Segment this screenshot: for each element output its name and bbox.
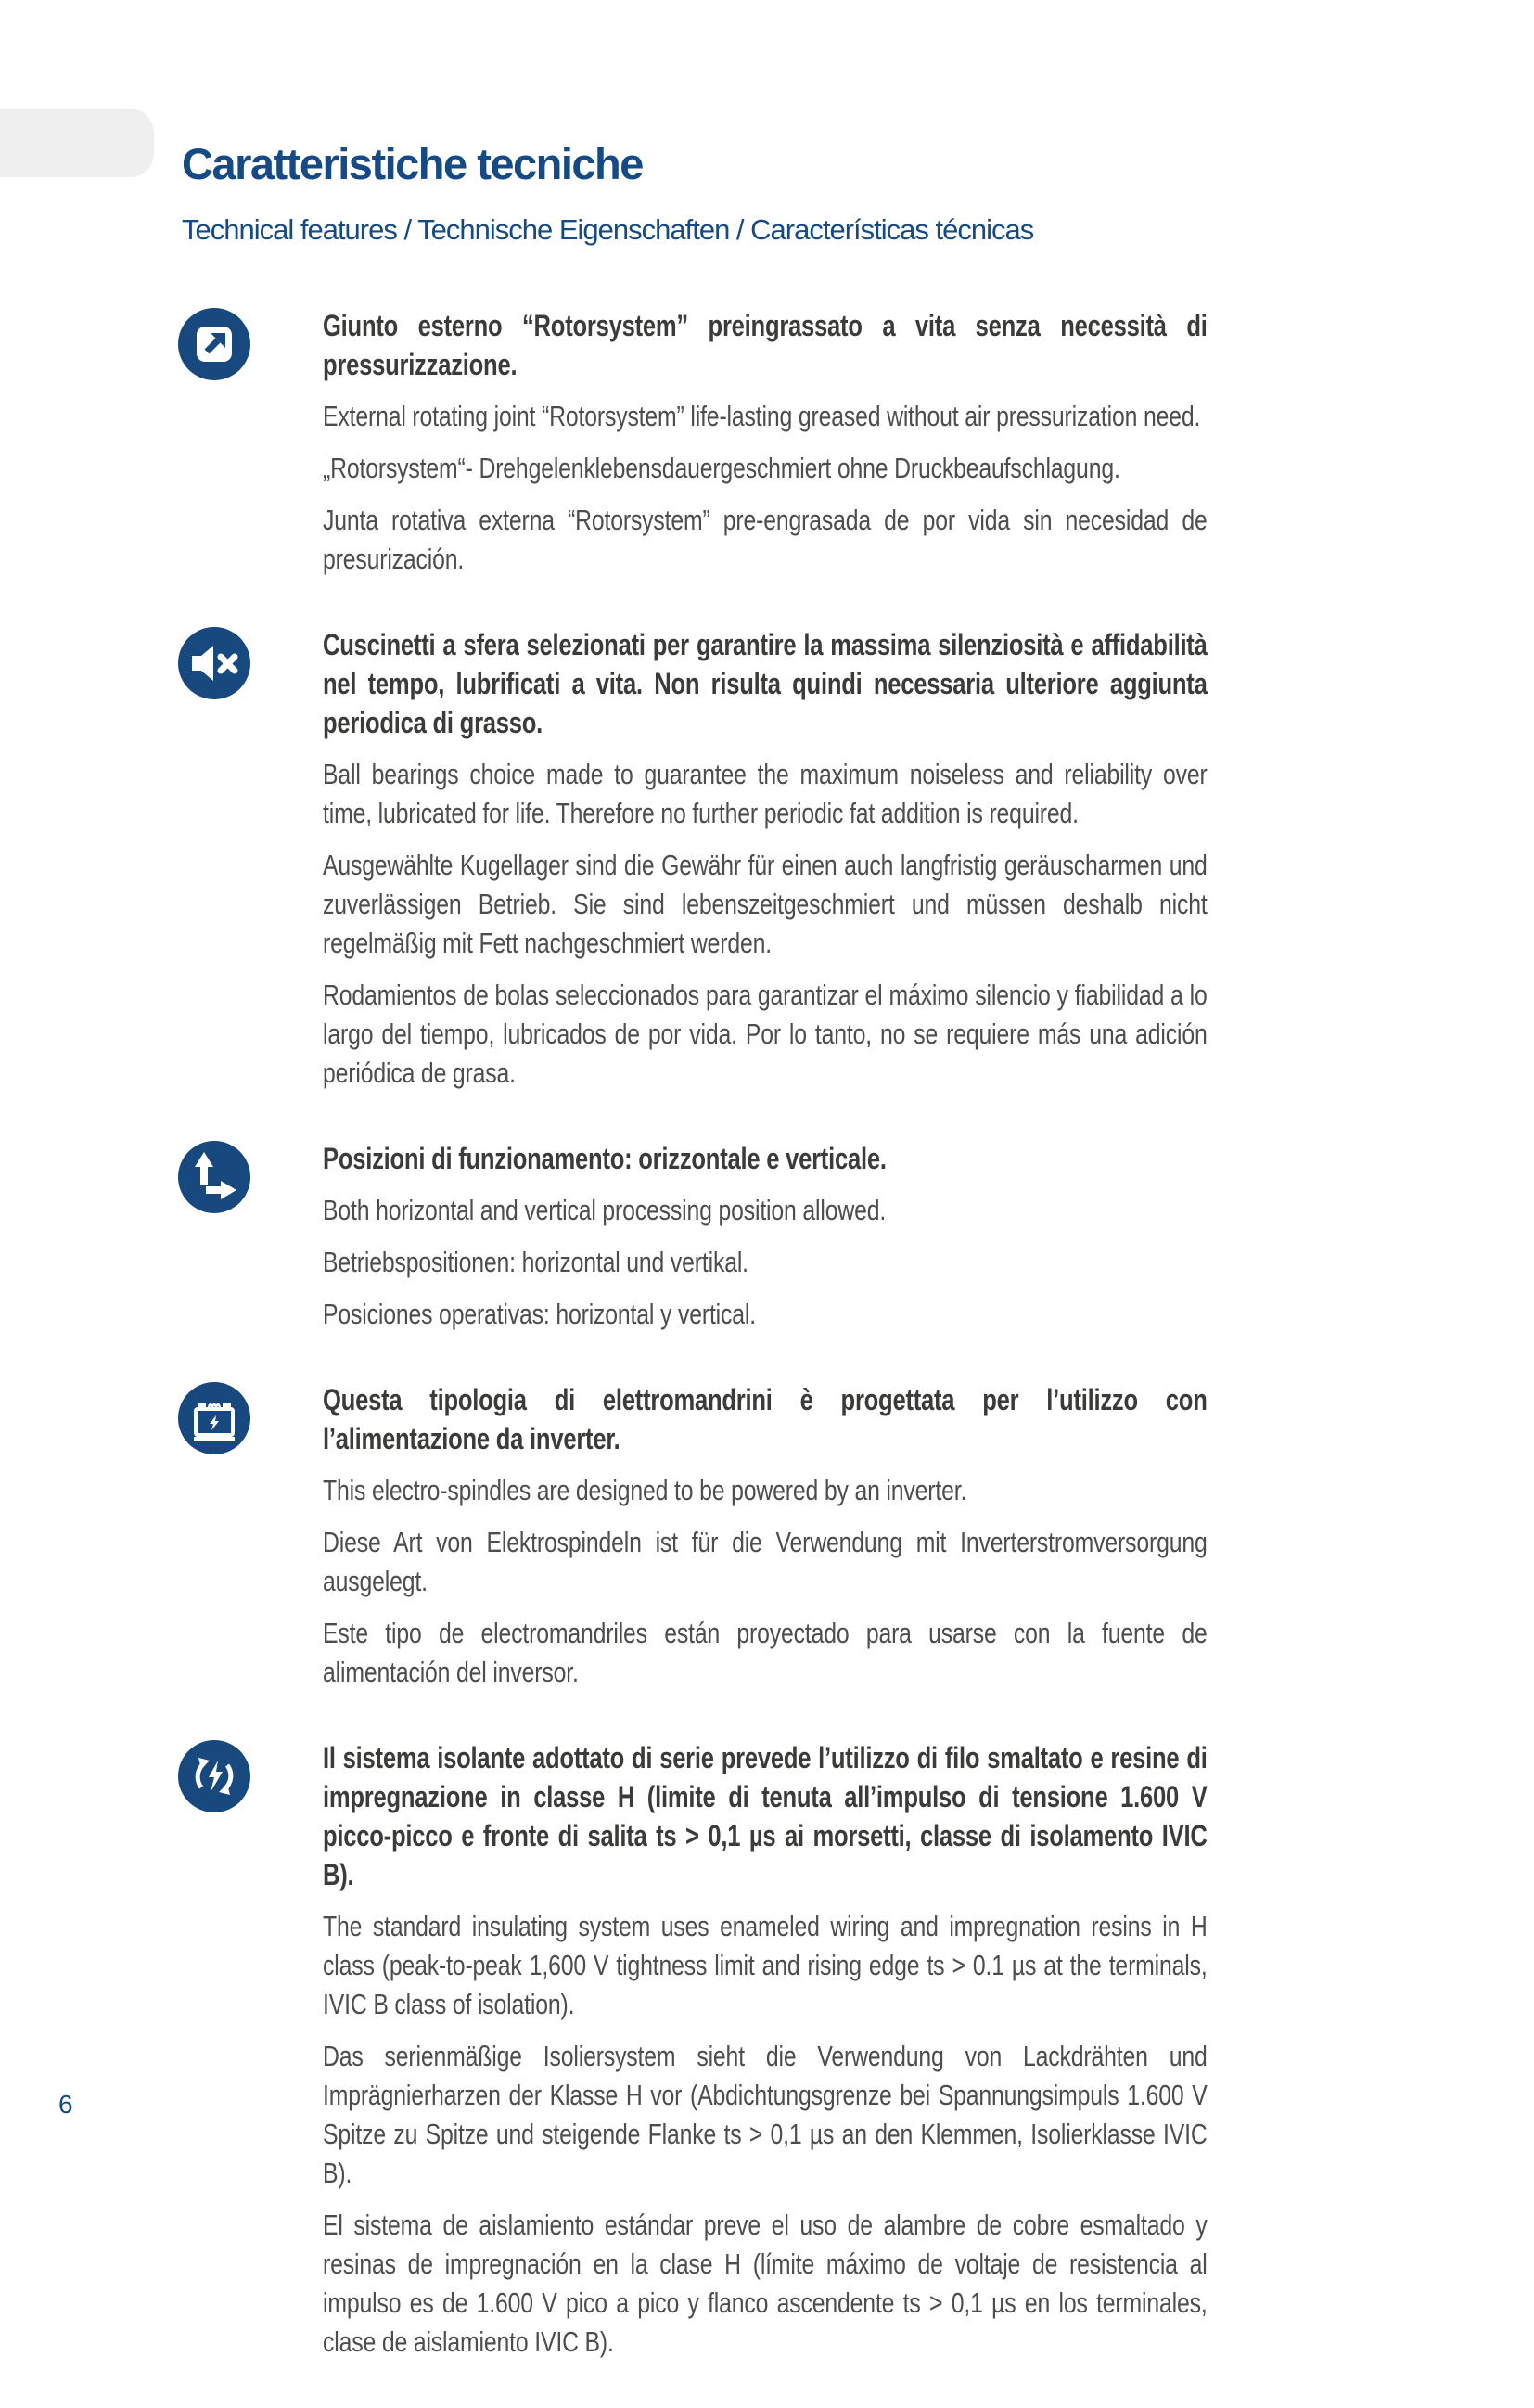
section-text (323, 1139, 1208, 1334)
section-heading-it: Giunto esterno “Rotorsystem” preingrassato a vita senza necessità di pressurizzazione. (323, 309, 1208, 381)
section-heading-it: Questa tipologia di elettromandrini è progettata per l’utilizzo con l’alimentazione da inverter. (323, 1383, 1208, 1455)
section-text (323, 1738, 1208, 2362)
paragraph-en: External rotating joint “Rotorsystem” life-lasting greased without air pressurization need. (323, 400, 1201, 432)
mute-speaker-icon (178, 627, 250, 699)
page-subtitle: Technical features / Technische Eigenschaften / Características técnicas (182, 212, 1034, 246)
paragraph-de: Diese Art von Elektrospindeln ist für die Verwendung mit Inverterstromversorgung ausgelegt. (323, 1526, 1208, 1597)
paragraph-en: The standard insulating system uses enameled wiring and impregnation resins in H class (peak-to-peak 1,600 V tightness limit and rising edge ts > 0.1 µs at the terminals, IVIC B class of isolation). (323, 1910, 1208, 2020)
orientation-arrows-icon (178, 1141, 250, 1213)
paragraph-en: Ball bearings choice made to guarantee the maximum noiseless and reliability over time, lubricated for life. Therefore no further periodic fat addition is required. (323, 758, 1208, 829)
section-rotorsystem-joint (178, 306, 1254, 579)
section-insulating-system (178, 1738, 1254, 2362)
section-inverter-supply (178, 1380, 1254, 1692)
section-text (323, 625, 1208, 1093)
paragraph-de: Das serienmäßige Isoliersystem sieht die Verwendung von Lackdrähten und Imprägnierharzen der Klasse H vor (Abdichtungsgrenze bei Spannungsimpuls 1.600 V Spitze zu Spitze und steigende Flanke ts > 0,1 µs an den Klemmen, Isolierklasse IVIC B). (323, 2040, 1208, 2189)
corner-tab (0, 109, 154, 177)
paragraph-es: Rodamientos de bolas seleccionados para garantizar el máximo silencio y fiabilidad a lo largo del tiempo, lubricados de por vida. Por lo tanto, no se requiere más una adición periódica de grasa. (323, 979, 1208, 1089)
section-text (323, 306, 1208, 579)
paragraph-de: Betriebspositionen: horizontal und vertikal. (323, 1246, 748, 1278)
paragraph-es: Junta rotativa externa “Rotorsystem” pre-engrasada de por vida sin necesidad de presurización. (323, 504, 1208, 575)
page-title: Caratteristiche tecniche (182, 139, 643, 189)
paragraph-de: „Rotorsystem“- Drehgelenklebensdauergeschmiert ohne Druckbeaufschlagung. (323, 452, 1120, 484)
section-heading-it: Cuscinetti a sfera selezionati per garantire la massima silenziosità e affidabilità nel tempo, lubrificati a vita. Non risulta quindi necessaria ulteriore aggiunta periodica di grasso. (323, 628, 1208, 739)
paragraph-es: El sistema de aislamiento estándar preve el uso de alambre de cobre esmaltado y resinas de impregnación en la clase H (límite máximo de voltaje de resistencia al impulso es de 1.600 V pico a pico y flanco ascendente ts > 0,1 µs en los terminales, clase de aislamiento IVIC B). (323, 2209, 1208, 2358)
paragraph-es: Posiciones operativas: horizontal y vertical. (323, 1298, 756, 1330)
section-heading-it: Posizioni di funzionamento: orizzontale e verticale. (323, 1142, 887, 1175)
arrow-up-right-icon (178, 308, 250, 380)
page-number: 6 (58, 2090, 73, 2119)
battery-inverter-icon (178, 1382, 250, 1454)
section-operating-positions (178, 1139, 1254, 1334)
power-cycle-bolt-icon (178, 1740, 250, 1812)
sections-container (178, 306, 1254, 2408)
section-ball-bearings (178, 625, 1254, 1093)
paragraph-de: Ausgewählte Kugellager sind die Gewähr für einen auch langfristig geräuscharmen und zuverlässigen Betrieb. Sie sind lebenszeitgeschmiert und müssen deshalb nicht regelmäßig mit Fett nachgeschmiert werden. (323, 849, 1208, 959)
section-heading-it: Il sistema isolante adottato di serie prevede l’utilizzo di filo smaltato e resine di impregnazione in classe H (limite di tenuta all’impulso di tensione 1.600 V picco-picco e fronte di salita ts > 0,1 µs ai morsetti, classe di isolamento IVIC B). (323, 1741, 1208, 1891)
paragraph-en: This electro-spindles are designed to be powered by an inverter. (323, 1474, 967, 1506)
paragraph-es: Este tipo de electromandriles están proyectado para usarse con la fuente de alimentación del inversor. (323, 1617, 1208, 1688)
section-text (323, 1380, 1208, 1692)
paragraph-en: Both horizontal and vertical processing position allowed. (323, 1194, 887, 1226)
